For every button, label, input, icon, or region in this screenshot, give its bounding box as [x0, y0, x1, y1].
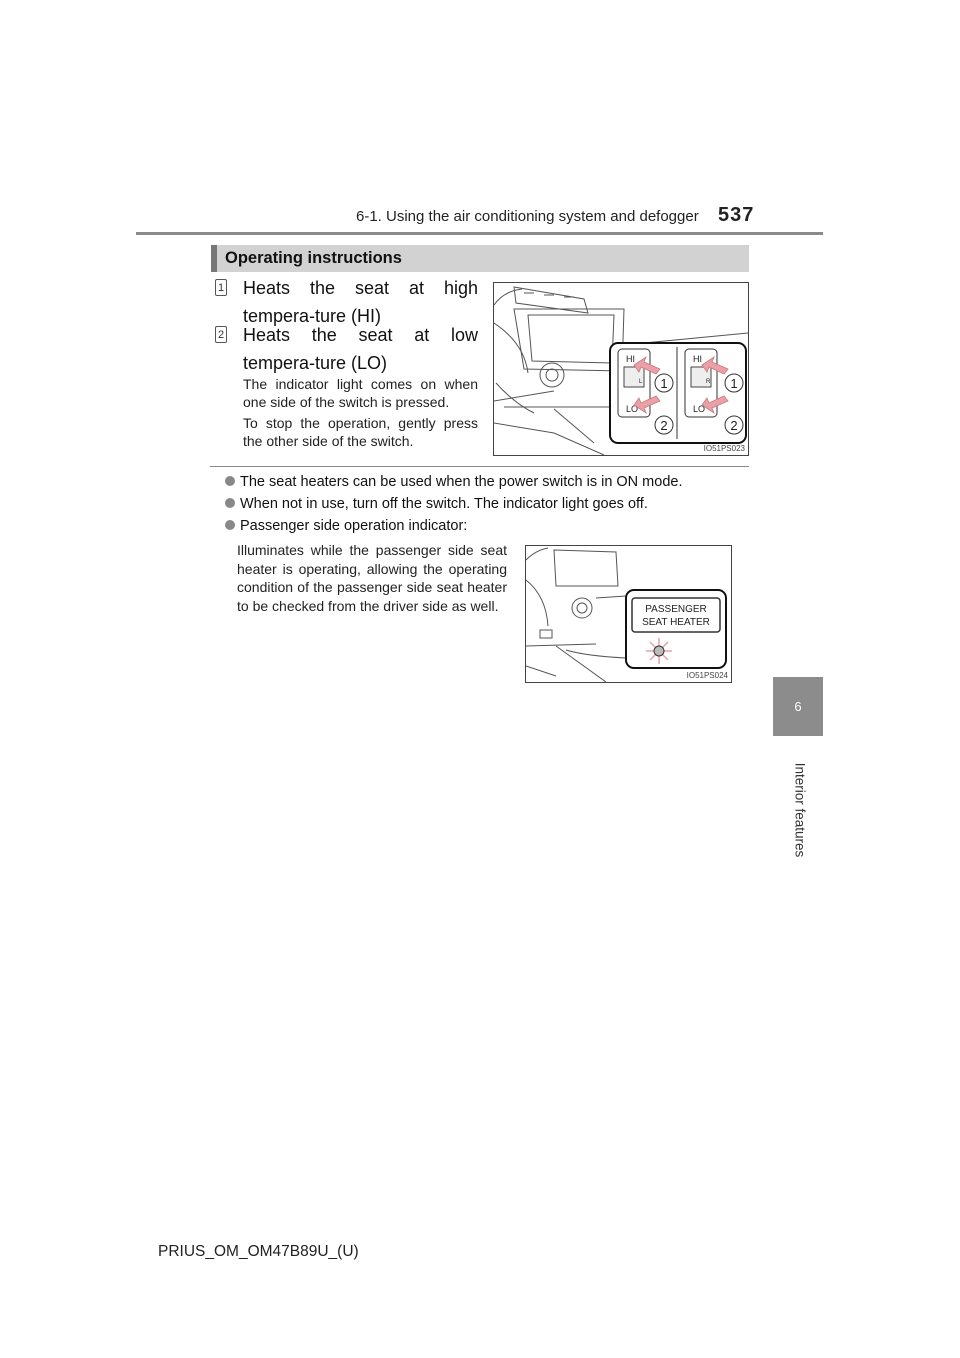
seat-heater-switch-figure: [493, 282, 749, 456]
bullet-power-switch: [225, 474, 682, 490]
note-indicator-light: The indicator light comes on when one side of the switch is pressed.: [243, 376, 478, 410]
bullet-passenger-indicator-text: Passenger side operation indicator:: [240, 518, 468, 534]
left-lo-label: LO: [626, 404, 639, 414]
bullet-power-switch-text: The seat heaters can be used when the power switch is in ON mode.: [240, 474, 683, 490]
left-callout-1-text: 1: [660, 376, 668, 391]
step-2-badge: 2: [215, 326, 227, 343]
right-lo-label: LO: [693, 404, 706, 414]
page-number: 537: [718, 204, 755, 226]
header-rule: [136, 232, 823, 235]
bullet-passenger-indicator: [225, 518, 467, 534]
section-heading-bar: [211, 245, 749, 272]
left-side-mark: L: [639, 379, 643, 385]
dashboard-illustration: [494, 283, 748, 455]
figure-2-code: IO51PS024: [686, 671, 728, 680]
chapter-tab[interactable]: [773, 677, 823, 736]
label-line-1: PASSENGER: [645, 604, 707, 615]
indicator-description: Illuminates while the passenger side seat heater is operating, allowing the operating condition of the passenger side seat heater to be checked from the driver side as well.: [237, 542, 507, 614]
note-stop-operation: To stop the operation, gently press the other side of the switch.: [243, 415, 478, 449]
step-2-text: Heats the seat at low tempera-ture (LO): [243, 325, 478, 373]
bullet-turn-off: [225, 496, 648, 512]
passenger-indicator-figure: [525, 545, 732, 683]
bullet-turn-off-text: When not in use, turn off the switch. The indicator light goes off.: [240, 496, 648, 512]
label-line-2: SEAT HEATER: [642, 617, 710, 628]
right-callout-2-text: 2: [730, 418, 738, 433]
figure-1-code: IO51PS023: [703, 444, 745, 453]
chapter-title: [790, 750, 810, 870]
right-hi-label: HI: [693, 354, 702, 364]
chapter-number: 6: [794, 699, 802, 714]
header-section-title: 6-1. Using the air conditioning system and defogger: [356, 208, 699, 225]
left-hi-label: HI: [626, 354, 635, 364]
footer-doc-id: PRIUS_OM_OM47B89U_(U): [158, 1243, 359, 1260]
right-side-mark: R: [706, 379, 711, 385]
section-title: Operating instructions: [225, 249, 402, 267]
section-bar-accent: [211, 245, 217, 272]
step-1-badge: 1: [215, 279, 227, 296]
section-divider: [210, 466, 749, 467]
bullet-dot-icon: [225, 498, 235, 508]
step-1-text: Heats the seat at high tempera-ture (HI): [243, 278, 478, 326]
left-callout-2-text: 2: [660, 418, 668, 433]
right-callout-1-text: 1: [730, 376, 738, 391]
passenger-indicator-illustration: [526, 546, 731, 682]
bullet-dot-icon: [225, 520, 235, 530]
chapter-title-text: Interior features: [792, 762, 808, 858]
bullet-dot-icon: [225, 476, 235, 486]
